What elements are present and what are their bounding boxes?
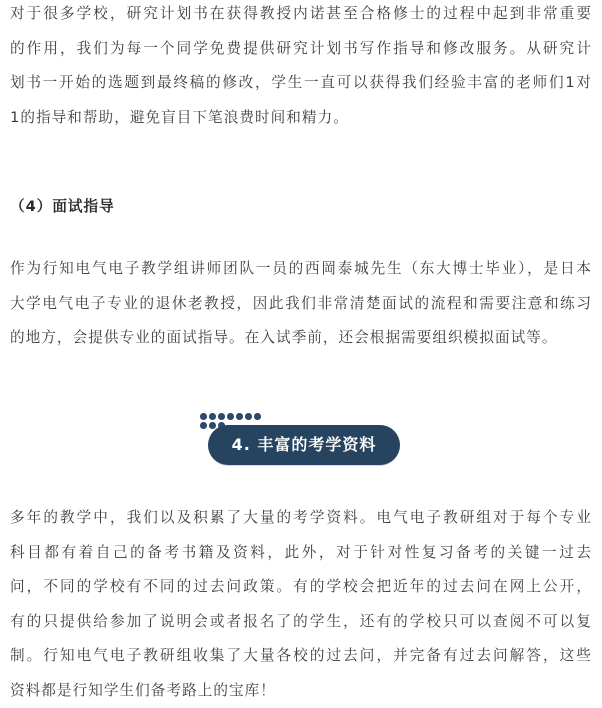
paragraph-line: 多年的教学中，我们以及积累了大量的考学资料。电气电子教研组对于每个专业 bbox=[10, 501, 592, 536]
paragraph-line: 作为行知电气电子教学组讲师团队一员的西岡泰城先生（东大博士毕业），是日本 bbox=[10, 252, 592, 287]
paragraph-line: 有的只提供给参加了说明会或者报名了的学生，还有的学校只可以查阅不可以复 bbox=[10, 605, 592, 640]
paragraph-line: 的地方，会提供专业的面试指导。在入试季前，还会根据需要组织模拟面试等。 bbox=[10, 321, 592, 356]
paragraph-line: 划书一开始的选题到最终稿的修改，学生一直可以获得我们经验丰富的老师们1对 bbox=[10, 66, 592, 101]
paragraph-line: 1的指导和帮助，避免盲目下笔浪费时间和精力。 bbox=[10, 101, 592, 136]
section-title: 4. 丰富的考学资料 bbox=[208, 425, 400, 465]
paragraph-line: 大学电气电子专业的退休老教授，因此我们非常清楚面试的流程和需要注意和练习 bbox=[10, 287, 592, 322]
paragraph-line: 资料都是行知学生们备考路上的宝库！ bbox=[10, 674, 592, 708]
paragraph-line: 对于很多学校，研究计划书在获得教授内诺甚至合格修士的过程中起到非常重要 bbox=[10, 0, 592, 32]
section-title-pill bbox=[208, 425, 400, 465]
interview-paragraph bbox=[10, 252, 592, 356]
paragraph-line: 问，不同的学校有不同的过去问政策。有的学校会把近年的过去问在网上公开， bbox=[10, 570, 592, 605]
interview-guidance-heading: （4）面试指导 bbox=[10, 197, 115, 217]
paragraph-line: 科目都有着自己的备考书籍及资料，此外，对于针对性复习备考的关键一过去 bbox=[10, 536, 592, 571]
paragraph-line: 的作用，我们为每一个同学免费提供研究计划书写作指导和修改服务。从研究计 bbox=[10, 32, 592, 67]
intro-paragraph bbox=[10, 0, 592, 135]
paragraph-line: 制。行知电气电子教研组收集了大量各校的过去问，并完备有过去问解答，这些 bbox=[10, 639, 592, 674]
section-banner bbox=[198, 408, 404, 466]
materials-paragraph bbox=[10, 501, 592, 708]
